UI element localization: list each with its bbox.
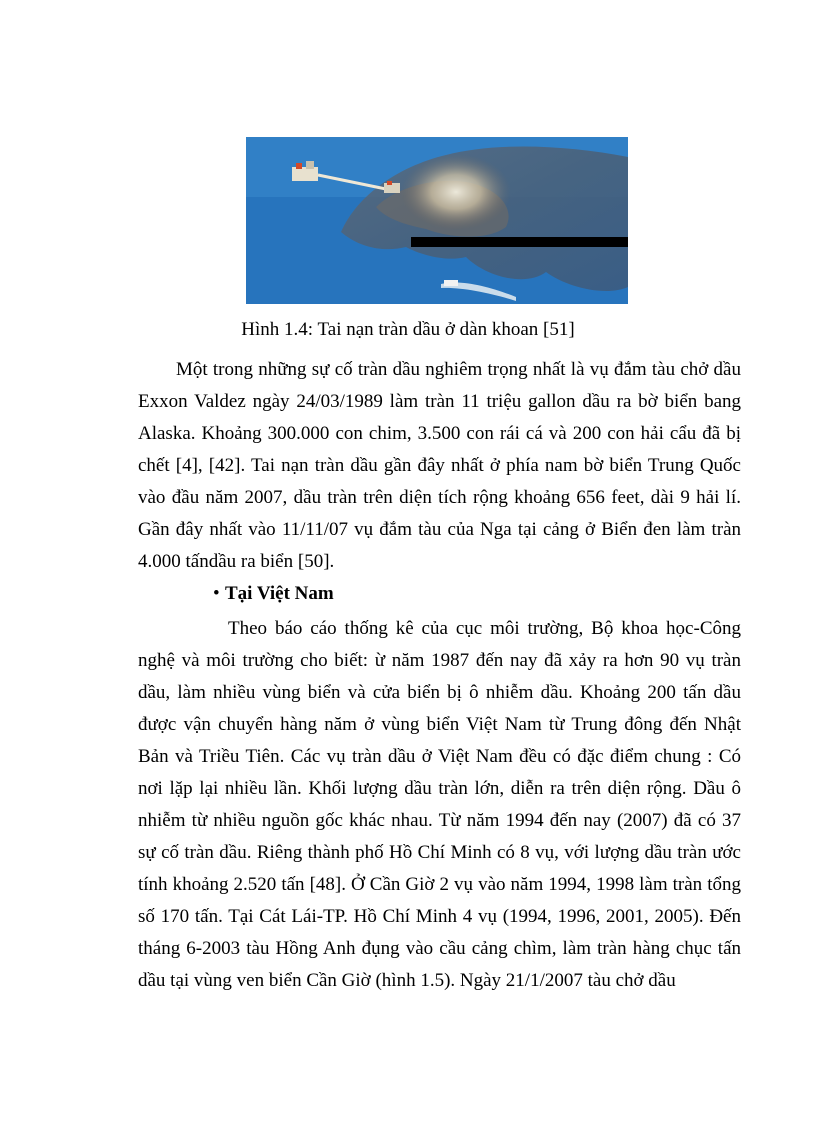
figure-caption: Hình 1.4: Tai nạn tràn dầu ở dàn khoan [51]: [241, 319, 575, 340]
oil-spill-photo: [246, 137, 628, 304]
section-heading-vietnam: [213, 580, 334, 608]
paragraph-vietnam-oil-spills: Theo báo cáo thống kê của cục môi trường, Bộ khoa học-Công nghệ và môi trường cho biết: ừ năm 1987 đến nay đã xảy ra hơn 90 vụ tràn dầu, làm nhiều vùng biển và cửa biển bị ô nhiễm dầu. Khoảng 200 tấn dầu được vận chuyển hàng năm ở vùng biển Việt Nam từ Trung đông đến Nhật Bản và Triều Tiên. Các vụ tràn dầu ở Việt Nam đều có đặc điểm chung : Có nơi lặp lại nhiều lần. Khối lượng dầu tràn lớn, diễn ra trên diện rộng. Dầu ô nhiễm từ nhiều nguồn gốc khác nhau. Từ năm 1994 đến nay (2007) đã có 37 sự cố tràn dầu. Riêng thành phố Hồ Chí Minh có 8 vụ, với lượng dầu tràn ước tính khoảng 2.520 tấn [48]. Ở Cần Giờ 2 vụ vào năm 1994, 1998 làm tràn tổng số 170 tấn. Tại Cát Lái-TP. Hồ Chí Minh 4 vụ (1994, 1996, 2001, 2005). Đến tháng 6-2003 tàu Hồng Anh đụng vào cầu cảng chìm, làm tràn hàng chục tấn dầu tại vùng ven biển Cần Giờ (hình 1.5). Ngày 21/1/2007 tàu chở dầu: [138, 618, 741, 991]
section-title: Tại Việt Nam: [225, 583, 334, 604]
bullet-icon: •: [213, 583, 220, 604]
paragraph-exxon-valdez: Một trong những sự cố tràn dầu nghiêm trọng nhất là vụ đắm tàu chở dầu Exxon Valdez ngày 24/03/1989 làm tràn 11 triệu gallon dầu ra bờ biển bang Alaska. Khoảng 300.000 con chim, 3.500 con rái cá và 200 con hải cẩu đã bị chết [4], [42]. Tai nạn tràn dầu gần đây nhất ở phía nam bờ biển Trung Quốc vào đầu năm 2007, dầu tràn trên diện tích rộng khoảng 656 feet, dài 9 hải lí. Gần đây nhất vào 11/11/07 vụ đắm tàu của Nga tại cảng ở Biển đen làm tràn 4.000 tấndầu ra biển [50].: [138, 359, 741, 572]
